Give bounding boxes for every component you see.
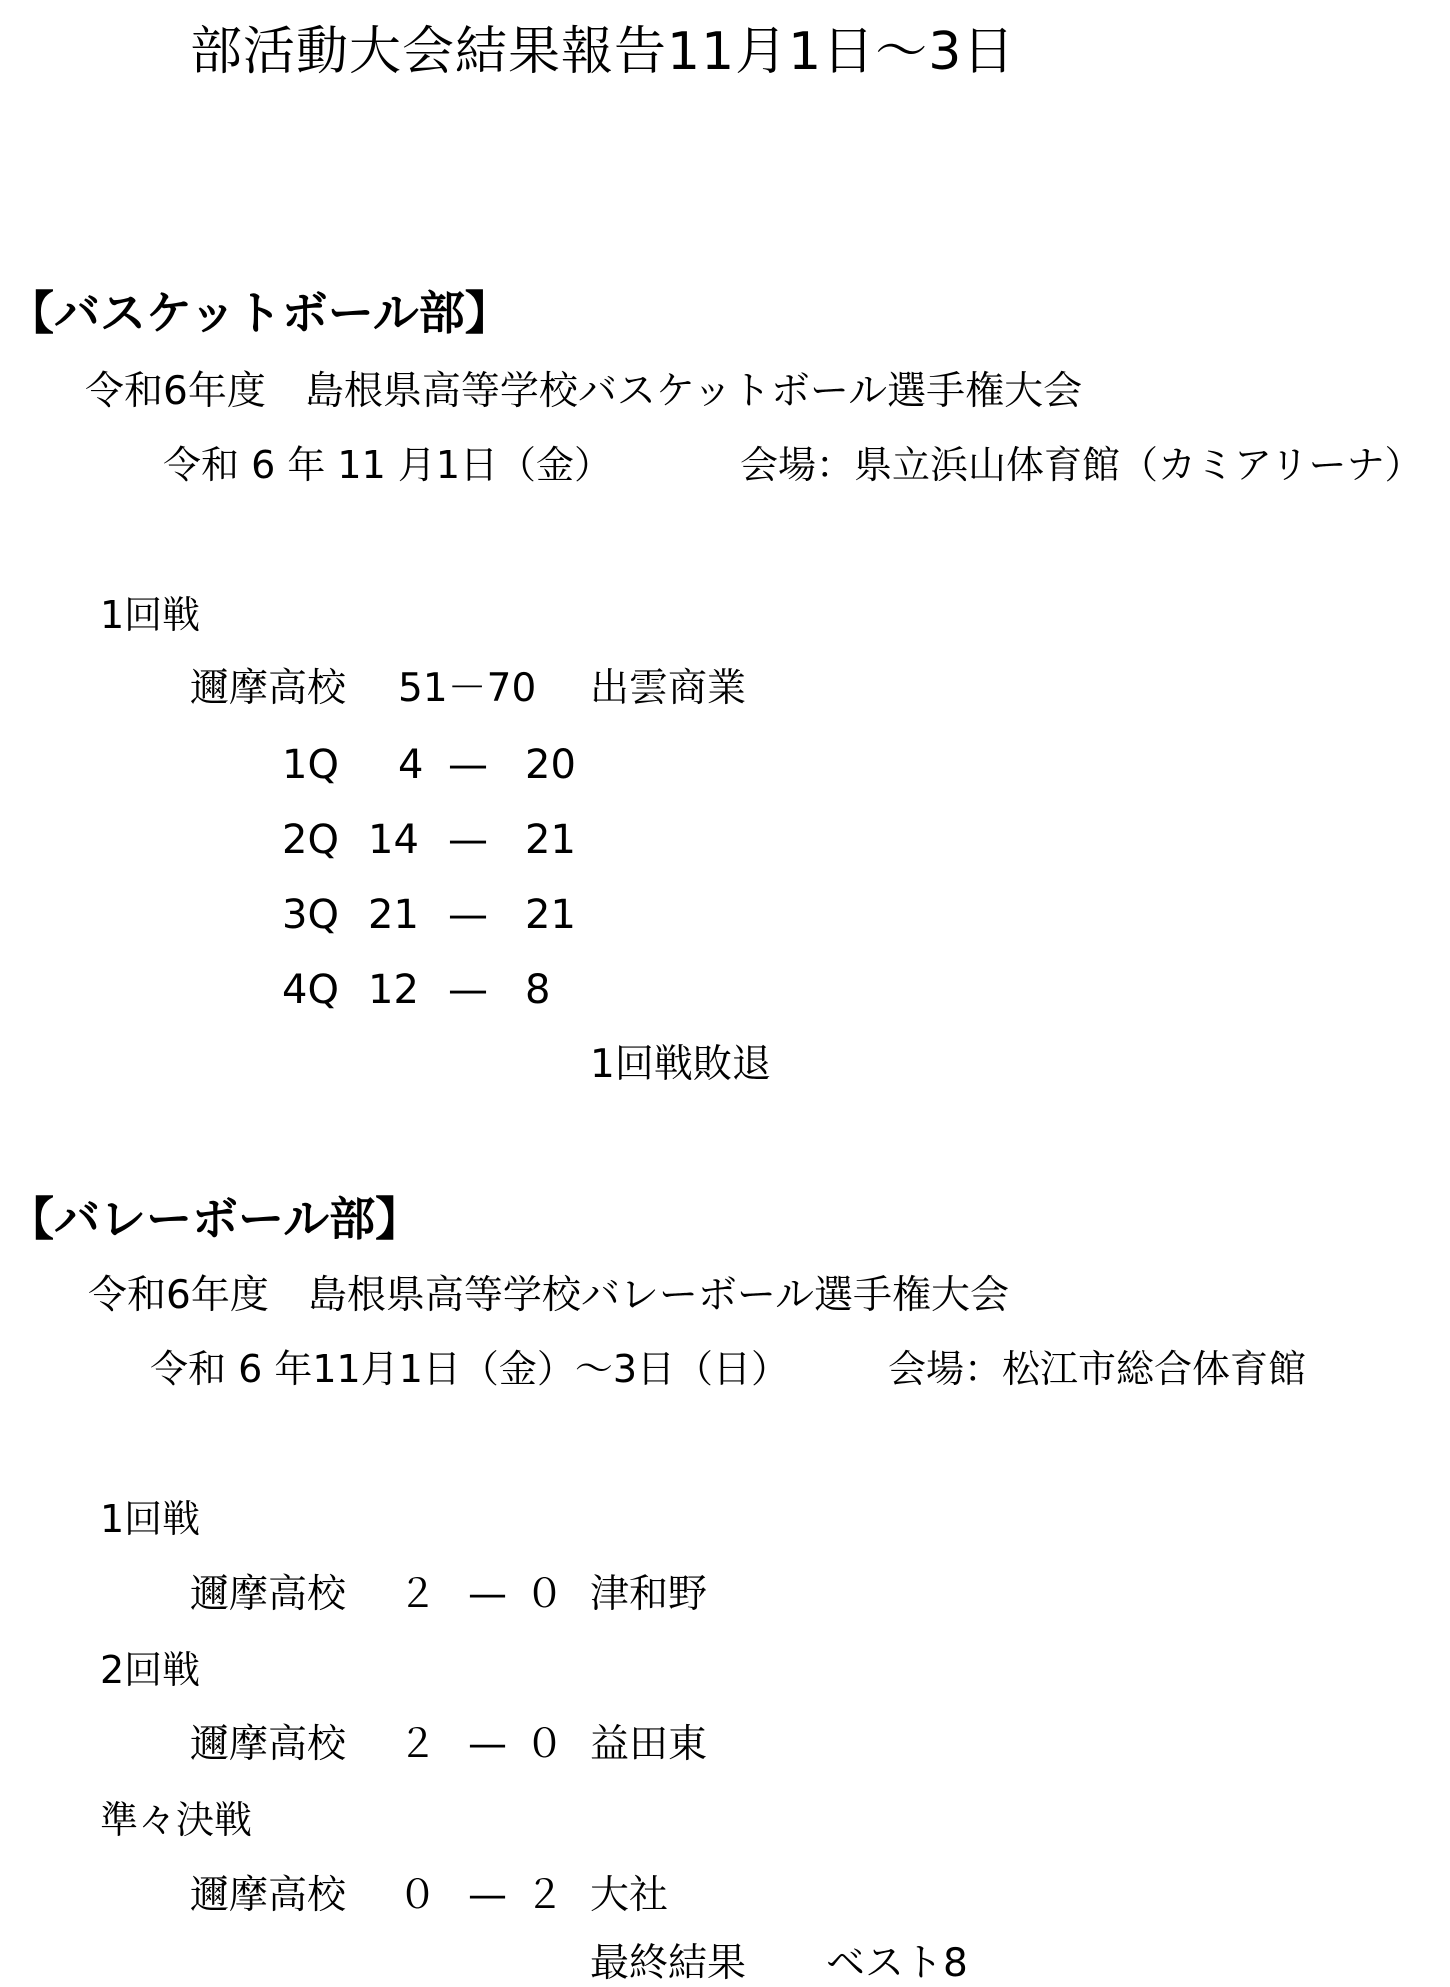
score-dash: — [448, 892, 488, 938]
score-dash: — [468, 1873, 507, 1918]
score-dash: — [468, 1722, 507, 1767]
team-name: 邇摩高校 [190, 1572, 347, 1617]
score-dash: — [448, 967, 488, 1013]
page-title: 部活動大会結果報告11月1日～3日 [190, 22, 1016, 82]
score-dash: — [448, 817, 488, 863]
score-dash: — [448, 742, 488, 788]
opponent-name: 出雲商業 [590, 666, 747, 711]
quarter-label: 3Q [282, 892, 339, 938]
quarter-label: 4Q [282, 967, 339, 1013]
home-points: 4 [398, 742, 424, 788]
volleyball-tournament: 令和6年度 島根県高等学校バレーボール選手権大会 [88, 1273, 1010, 1318]
home-points: 14 [368, 817, 419, 863]
basketball-header: 【バスケットボール部】 [8, 286, 511, 340]
away-points: 20 [525, 742, 576, 788]
home-points: 12 [368, 967, 419, 1013]
opponent-name: 益田東 [590, 1722, 708, 1767]
basketball-result: 1回戦敗退 [590, 1042, 771, 1087]
basketball-date: 令和 6 年 11 月1日（金） [163, 443, 613, 487]
home-sets: ２ [398, 1572, 438, 1617]
quarter-label: 2Q [282, 817, 339, 863]
round-label: 1回戦 [100, 1497, 201, 1541]
home-points: 21 [368, 892, 419, 938]
home-sets: ０ [398, 1873, 438, 1918]
away-points: 21 [525, 892, 576, 938]
match-score: 51－70 [398, 666, 537, 711]
final-result-value: ベスト8 [826, 1941, 968, 1986]
volleyball-header: 【バレーボール部】 [8, 1192, 422, 1246]
volleyball-venue: 会場：松江市総合体育館 [888, 1347, 1307, 1391]
away-sets: ０ [525, 1722, 565, 1767]
basketball-tournament: 令和6年度 島根県高等学校バスケットボール選手権大会 [85, 369, 1083, 414]
opponent-name: 大社 [590, 1873, 669, 1918]
basketball-venue: 会場：県立浜山体育館（カミアリーナ） [740, 443, 1423, 487]
score-dash: — [468, 1572, 507, 1617]
away-sets: ２ [525, 1873, 565, 1918]
home-sets: ２ [398, 1722, 438, 1767]
away-points: 8 [525, 967, 551, 1013]
team-name: 邇摩高校 [190, 666, 347, 711]
team-name: 邇摩高校 [190, 1873, 347, 1918]
volleyball-date: 令和 6 年11月1日（金）～3日（日） [150, 1347, 790, 1391]
final-result-label: 最終結果 [590, 1941, 747, 1986]
round-label: 準々決戦 [100, 1798, 253, 1842]
away-points: 21 [525, 817, 576, 863]
quarter-label: 1Q [282, 742, 339, 788]
opponent-name: 津和野 [590, 1572, 708, 1617]
round-label: 2回戦 [100, 1648, 201, 1692]
team-name: 邇摩高校 [190, 1722, 347, 1767]
away-sets: ０ [525, 1572, 565, 1617]
basketball-round-label: 1回戦 [100, 593, 201, 637]
